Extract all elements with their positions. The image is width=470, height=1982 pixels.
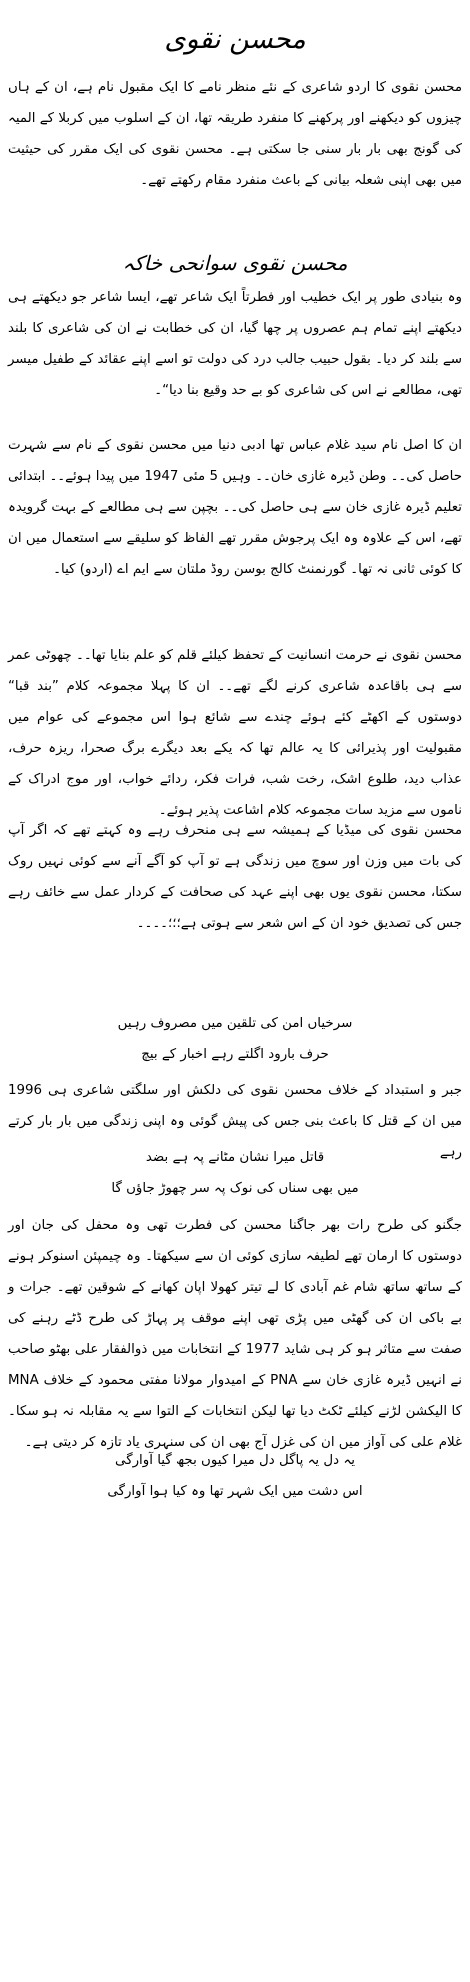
verse-line: میں بھی سناں کی نوک پہ سر چھوڑ جاؤں گا — [111, 1181, 359, 1196]
verse-line: قاتل میرا نشان مٹانے پہ ہے بضد — [145, 1150, 325, 1165]
verse-line: یہ دل یہ پاگل دل میرا کیوں بجھ گیا آوارگی — [115, 1453, 355, 1468]
paragraph-6: جگنو کی طرح رات بھر جاگنا محسن کی فطرت تھی وہ محفل کی جان اور دوستوں کا ارمان تھے لطیفہ سازی کوئی ان سے سیکھتا۔ وہ چیمپئن اسنوکر ہونے کے ساتھ ساتھ شام غم آبادی کا لے تیتر کھولا اپان کھانے کے شوقین تھے۔ جرات و بے باکی ان کی گھٹی میں پڑی تھی اپنے موقف پر پہاڑ کی طرح ڈٹے رہنے کی صفت سے متاثر ہو کر ہی شاید 1977 کے انتخابات میں ذوالفقار علی بھٹو صاحب نے انہیں ڈیرہ غازی خان سے PNA کے امیدوار مولانا مفتی محمود کے خلاف MNA کا الیکشن لڑنے کیلئے ٹکٹ دیا تھا لیکن انتخابات کے التوا سے یہ مقابلہ نہ ہو سکا۔ غلام علی کی آواز میں ان کی غزل آج بھی ان کی سنہری یاد تازہ کر دیتی ہے۔ — [8, 1218, 462, 1450]
verse-line: اس دشت میں ایک شہر تھا وہ کیا ہوا آوارگی — [107, 1484, 363, 1499]
paragraph-3: محسن نقوی نے حرمت انسانیت کے تحفظ کیلئے قلم کو علم بنایا تھا۔۔ چھوٹی عمر سے ہی باقاعدہ شاعری کرنے لگے تھے۔۔ ان کا پہلا مجموعہ کلام ”بند قبا“ دوستوں کے اکھٹے کئے ہوئے چندے سے شائع ہوا اس مجموعے کی عوام میں مقبولیت اور پذیرائی کا یہ عالم تھا کہ یکے بعد دیگرے برگ صحرا، ریزہ حرف، عذاب دید، طلوع اشک، رخت شب، فرات فکر، ردائے خواب، اور موج ادراک کے ناموں سے مزید سات مجموعہ کلام اشاعت پذیر ہوئے۔ — [8, 648, 462, 818]
paragraph-4: محسن نقوی کی میڈیا کے ہمیشہ سے ہی منحرف رہے وہ کہتے تھے کہ اگر آپ کی بات میں وزن اور سوچ میں زندگی ہے تو آپ کو آگے آنے سے کوئی نہیں روک سکتا، محسن نقوی یوں بھی اپنے عہد کی صحافت کے کردار عمل سے خائف رہے جس کی تصدیق خود ان کے اس شعر سے ہوتی ہے؛؛؛۔۔۔۔ — [8, 823, 462, 931]
verse-line: سرخیاں امن کی تلقین میں مصروف رہیں — [117, 1016, 353, 1031]
verse-line: حرف بارود اگلتے رہے اخبار کے بیچ — [141, 1047, 329, 1062]
page-title: محسن نقوی — [164, 24, 306, 55]
intro-paragraph: محسن نقوی کا اردو شاعری کے نئے منظر نامے کا ایک مقبول نام ہے، ان کے ہاں چیزوں کو دیکھنے اور پرکھنے کا منفرد طریقہ تھا، ان کے اسلوب میں کربلا کے المیہ کی گونج بھی بار بار سنی جا سکتی ہے۔ محسن نقوی کی ایک مقرر کی حیثیت میں بھی اپنی شعلہ بیانی کے باعث منفرد مقام رکھتے تھے۔ — [8, 80, 462, 188]
paragraph-1: وہ بنیادی طور پر ایک خطیب اور فطرتاً ایک شاعر تھے، ایسا شاعر جو دیکھتے ہی دیکھتے اپنے تمام ہم عصروں پر چھا گیا، ان کی خطابت نے ان کی شاعری کا بلند سے بلند کر دیا۔ بقول حبیب جالب درد کی دولت تو اسے اپنے عقائد کے طفیل میسر تھی، مطالعے نے اس کی شاعری کو بے حد وقیع بنا دیا“۔ — [8, 290, 462, 398]
verse-couplet-3 — [0, 1445, 470, 1507]
section-heading: محسن نقوی سوانحی خاکہ — [122, 251, 348, 275]
verse-couplet-2 — [0, 1142, 470, 1204]
paragraph-2: ان کا اصل نام سید غلام عباس تھا ادبی دنیا میں محسن نقوی کے نام سے شہرت حاصل کی۔۔ وطن ڈیرہ غازی خان۔۔ وہیں 5 مئی 1947 میں پیدا ہوئے۔۔ ابتدائی تعلیم ڈیرہ غازی خان سے ہی حاصل کی۔۔ بچپن سے ہی مطالعے کے بہت گرویدہ تھے، اس کے علاوہ وہ ایک پرجوش مقرر تھے الفاظ کو سلیقے سے استعمال میں ان کا کوئی ثانی نہ تھا۔ گورنمنٹ کالج بوسن روڈ ملتان سے ایم اے (اردو) کیا۔ — [8, 438, 462, 577]
paragraph-5: جبر و استبداد کے خلاف محسن نقوی کی دلکش اور سلگتی شاعری ہی 1996 میں ان کے قتل کا باعث بنی جس کی پیش گوئی وہ اپنی زندگی میں بار بار کرتے رہے — [8, 1083, 462, 1160]
verse-couplet-1 — [0, 1008, 470, 1070]
